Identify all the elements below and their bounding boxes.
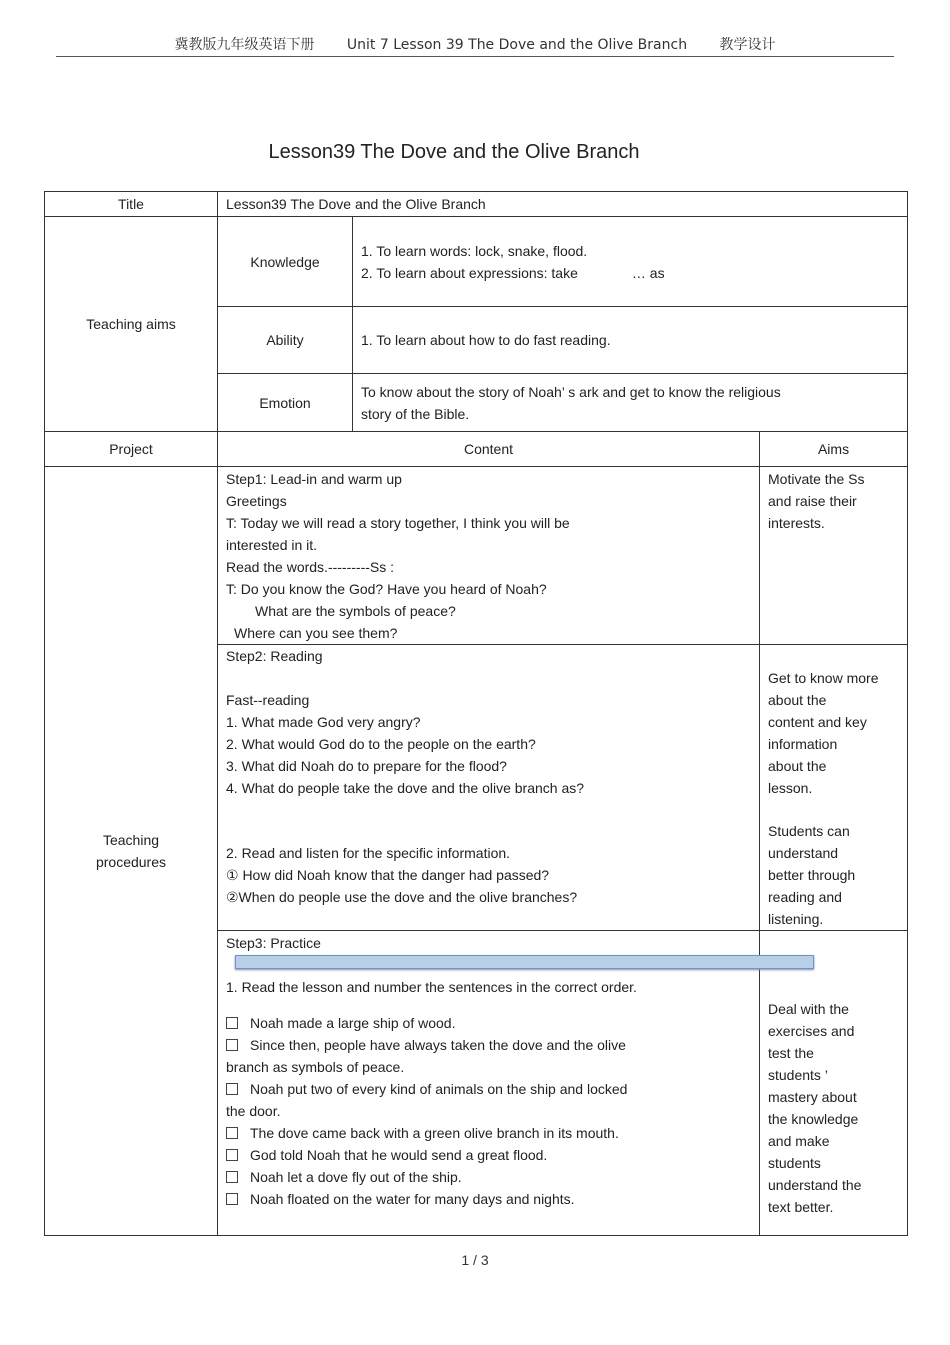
page-number: 1 / 3 <box>461 1252 489 1268</box>
order-sentence: Noah made a large ship of wood. <box>226 1012 751 1034</box>
step2-aims: Get to know more about the content and key information about the lesson. Students can understand better through reading and listening. <box>760 645 908 931</box>
step2-content: Step2: Reading Fast--reading 1. What made God very angry? 2. What would God do to the people on the earth? 3. What did Noah do to prepare for the flood? 4. What do people take the dove and the olive branch as? 2. Read and listen for the specific information. ① How did Noah know that the danger had passed? ②When do people use the dove and the olive branches? <box>218 645 760 931</box>
content-header: Content <box>218 432 760 467</box>
teaching-procedures-label: Teaching procedures <box>45 467 218 1236</box>
order-checkbox[interactable] <box>226 1193 238 1205</box>
order-sentence: Noah let a dove fly out of the ship. <box>226 1166 751 1188</box>
emotion-label: Emotion <box>218 374 353 432</box>
order-checkbox[interactable] <box>226 1083 238 1095</box>
knowledge-content <box>353 217 908 307</box>
step3-aims: Deal with the exercises and test the students ’ mastery about the knowledge and make students understand the text better. <box>760 931 908 1236</box>
order-sentence: Since then, people have always taken the dove and the olive <box>226 1034 751 1056</box>
order-sentence: Noah floated on the water for many days and nights. <box>226 1188 751 1210</box>
knowledge-item: 2. To learn about expressions: take … as <box>361 264 665 281</box>
order-checkbox[interactable] <box>226 1017 238 1029</box>
course-name: 冀教版九年级英语下册 <box>174 37 315 53</box>
page-header <box>56 34 894 57</box>
order-sentence: God told Noah that he would send a great flood. <box>226 1144 751 1166</box>
step1-row <box>45 467 908 645</box>
step1-content: Step1: Lead-in and warm up Greetings T: Today we will read a story together, I think you will be interested in it. Read the words.---------Ss : T: Do you know the God? Have you heard of Noah? What are the symbols of peace? Where can you see them? <box>218 467 760 645</box>
knowledge-label: Knowledge <box>218 217 353 307</box>
project-header: Project <box>45 432 218 467</box>
step1-aims: Motivate the Ss and raise their interests. <box>760 467 908 645</box>
title-value: Lesson39 The Dove and the Olive Branch <box>218 192 908 217</box>
column-header-row <box>45 432 908 467</box>
title-row <box>45 192 908 217</box>
order-sentence: The dove came back with a green olive branch in its mouth. <box>226 1122 751 1144</box>
order-sentence: Noah put two of every kind of animals on the ship and locked <box>226 1078 751 1100</box>
ability-label: Ability <box>218 307 353 374</box>
unit-title: Unit 7 Lesson 39 The Dove and the Olive Branch <box>346 37 688 53</box>
doc-type: 教学设计 <box>719 37 776 53</box>
aims-header: Aims <box>760 432 908 467</box>
order-checkbox[interactable] <box>226 1171 238 1183</box>
order-checkbox[interactable] <box>226 1149 238 1161</box>
order-checkbox[interactable] <box>226 1127 238 1139</box>
knowledge-row <box>45 217 908 307</box>
step3-content: Step3: Practice 1. Read the lesson and number the sentences in the correct order. Noah made a large ship of wood. Since then, people have always taken the dove and the olive branch as symbols of peace. Noah put two of every kind of animals on the ship and locked the door. The dove came back with a green olive branch in its mouth. God told Noah that he would send a great flood. Noah let a dove fly out of the ship. Noah floated on the water for many days and nights. <box>218 931 760 1236</box>
document-title: Lesson39 The Dove and the Olive Branch <box>268 141 640 163</box>
order-checkbox[interactable] <box>226 1039 238 1051</box>
highlight-bar <box>235 955 814 969</box>
title-label: Title <box>45 192 218 217</box>
lesson-plan-table <box>44 191 908 1236</box>
ability-content: 1. To learn about how to do fast reading. <box>353 307 908 374</box>
knowledge-item: 1. To learn words: lock, snake, flood. <box>361 242 588 259</box>
teaching-aims-label: Teaching aims <box>45 217 218 432</box>
emotion-content: To know about the story of Noah’ s ark and get to know the religious story of the Bible. <box>353 374 908 432</box>
